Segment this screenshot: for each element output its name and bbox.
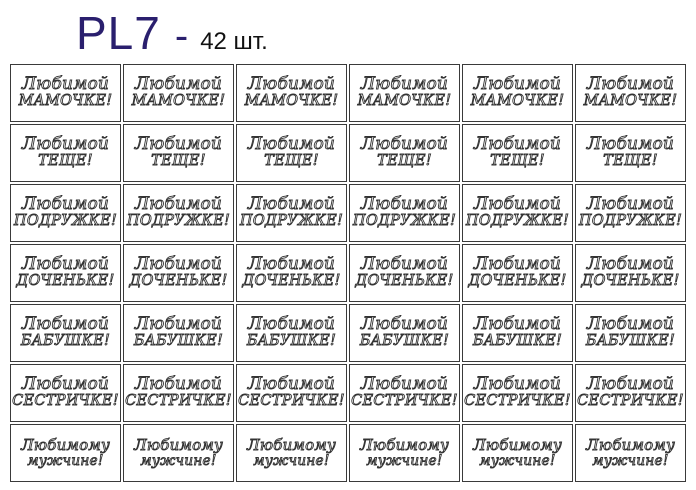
sticker xyxy=(575,304,686,362)
sticker-line1: Любимому xyxy=(21,436,110,455)
sticker xyxy=(575,64,686,122)
sticker xyxy=(236,304,347,362)
sticker-line1: Любимой xyxy=(360,194,449,215)
sticker-line2: мужчине! xyxy=(479,452,556,469)
sticker-line1: Любимой xyxy=(473,374,562,395)
sticker-line1: Любимой xyxy=(247,374,336,395)
sticker-line2: ПОДРУЖКЕ! xyxy=(465,213,570,230)
sticker-line2: ПОДРУЖКЕ! xyxy=(13,213,118,230)
sticker-line1: Любимой xyxy=(360,74,449,95)
sticker xyxy=(349,184,460,242)
sticker xyxy=(236,124,347,182)
sticker-line2: ТЕЩЕ! xyxy=(264,153,319,170)
sticker xyxy=(10,124,121,182)
sticker-line1: Любимому xyxy=(586,436,675,455)
sticker-grid xyxy=(10,64,686,482)
sticker-line1: Любимому xyxy=(134,436,223,455)
sticker-line1: Любимой xyxy=(21,374,110,395)
sticker-line2: ПОДРУЖКЕ! xyxy=(352,213,457,230)
sticker xyxy=(236,424,347,482)
sticker xyxy=(349,304,460,362)
sticker-line2: мужчине! xyxy=(592,452,669,469)
sticker xyxy=(575,424,686,482)
sticker-line2: СЕСТРИЧКЕ! xyxy=(464,393,571,410)
sticker-line1: Любимой xyxy=(247,194,336,215)
sticker-line1: Любимой xyxy=(134,194,223,215)
sticker xyxy=(10,244,121,302)
sticker-line2: МАМОЧКЕ! xyxy=(470,93,565,110)
sticker-line2: мужчине! xyxy=(366,452,443,469)
sticker xyxy=(462,64,573,122)
sticker-line2: МАМОЧКЕ! xyxy=(357,93,452,110)
sticker-line2: БАБУШКЕ! xyxy=(20,333,111,350)
header-separator: - xyxy=(174,14,189,58)
sticker xyxy=(462,424,573,482)
sticker-line1: Любимой xyxy=(247,74,336,95)
sticker-line2: СЕСТРИЧКЕ! xyxy=(12,393,119,410)
sticker-line2: ДОЧЕНЬКЕ! xyxy=(355,273,454,290)
sticker-line1: Любимой xyxy=(247,134,336,155)
sticker-line2: ПОДРУЖКЕ! xyxy=(126,213,231,230)
sticker-line1: Любимой xyxy=(134,374,223,395)
sticker xyxy=(123,364,234,422)
sticker-line1: Любимой xyxy=(134,134,223,155)
sticker xyxy=(462,304,573,362)
sticker xyxy=(10,364,121,422)
sticker xyxy=(349,244,460,302)
sticker-line1: Любимой xyxy=(21,254,110,275)
sticker-line1: Любимой xyxy=(134,74,223,95)
sticker xyxy=(123,64,234,122)
sticker-line2: ДОЧЕНЬКЕ! xyxy=(129,273,228,290)
sticker-line1: Любимой xyxy=(586,134,675,155)
sticker-line1: Любимой xyxy=(247,254,336,275)
sticker-line2: СЕСТРИЧКЕ! xyxy=(351,393,458,410)
sticker xyxy=(349,124,460,182)
sticker-line1: Любимой xyxy=(473,254,562,275)
sticker xyxy=(575,244,686,302)
sticker-line2: СЕСТРИЧКЕ! xyxy=(238,393,345,410)
sticker-line1: Любимой xyxy=(134,314,223,335)
sticker xyxy=(349,424,460,482)
sticker xyxy=(123,244,234,302)
sticker-line1: Любимой xyxy=(360,374,449,395)
sticker-line1: Любимому xyxy=(473,436,562,455)
sticker xyxy=(123,304,234,362)
sticker-line1: Любимой xyxy=(473,74,562,95)
sticker-line1: Любимой xyxy=(21,134,110,155)
sticker-line1: Любимой xyxy=(586,74,675,95)
sticker-line2: БАБУШКЕ! xyxy=(472,333,563,350)
sticker-line1: Любимому xyxy=(360,436,449,455)
sticker-line2: МАМОЧКЕ! xyxy=(131,93,226,110)
sticker xyxy=(575,364,686,422)
sticker-line2: СЕСТРИЧКЕ! xyxy=(577,393,684,410)
sticker-line1: Любимой xyxy=(21,74,110,95)
sticker-line1: Любимой xyxy=(134,254,223,275)
sticker xyxy=(349,364,460,422)
sticker-line2: ДОЧЕНЬКЕ! xyxy=(242,273,341,290)
sticker-line2: МАМОЧКЕ! xyxy=(18,93,113,110)
sticker-line2: ПОДРУЖКЕ! xyxy=(578,213,683,230)
sticker-line1: Любимой xyxy=(21,194,110,215)
sticker-line1: Любимой xyxy=(586,254,675,275)
sticker-line2: ДОЧЕНЬКЕ! xyxy=(468,273,567,290)
sticker-count: 42 шт. xyxy=(200,28,268,55)
sticker xyxy=(349,64,460,122)
sticker-line1: Любимой xyxy=(247,314,336,335)
sticker-line2: мужчине! xyxy=(27,452,104,469)
sticker-line1: Любимой xyxy=(360,254,449,275)
sticker-line1: Любимой xyxy=(473,314,562,335)
sticker-line2: ТЕЩЕ! xyxy=(377,153,432,170)
sticker xyxy=(123,124,234,182)
sticker xyxy=(462,184,573,242)
sticker xyxy=(236,244,347,302)
sticker-line2: ТЕЩЕ! xyxy=(603,153,658,170)
sticker xyxy=(123,424,234,482)
sticker-line2: ДОЧЕНЬКЕ! xyxy=(16,273,115,290)
sticker-line2: мужчине! xyxy=(140,452,217,469)
sticker-line2: МАМОЧКЕ! xyxy=(583,93,678,110)
sticker xyxy=(10,64,121,122)
sticker-line2: МАМОЧКЕ! xyxy=(244,93,339,110)
sticker-line2: ТЕЩЕ! xyxy=(151,153,206,170)
sticker-line2: БАБУШКЕ! xyxy=(133,333,224,350)
sticker xyxy=(236,184,347,242)
sticker-line1: Любимой xyxy=(21,314,110,335)
sticker xyxy=(462,124,573,182)
sticker xyxy=(462,244,573,302)
sticker-line2: СЕСТРИЧКЕ! xyxy=(125,393,232,410)
sticker-line1: Любимой xyxy=(586,194,675,215)
sticker-line1: Любимой xyxy=(586,374,675,395)
sticker-line2: ТЕЩЕ! xyxy=(490,153,545,170)
sticker-line2: БАБУШКЕ! xyxy=(359,333,450,350)
sticker xyxy=(462,364,573,422)
sticker xyxy=(10,184,121,242)
sticker xyxy=(236,64,347,122)
product-code: PL7 xyxy=(76,7,161,59)
sticker-line1: Любимой xyxy=(473,134,562,155)
sticker xyxy=(10,304,121,362)
sticker-line2: ДОЧЕНЬКЕ! xyxy=(581,273,680,290)
sticker xyxy=(236,364,347,422)
sticker-line2: БАБУШКЕ! xyxy=(246,333,337,350)
sticker-line2: ТЕЩЕ! xyxy=(38,153,93,170)
sticker-line2: БАБУШКЕ! xyxy=(585,333,676,350)
sticker xyxy=(575,184,686,242)
sticker xyxy=(123,184,234,242)
sticker-line2: мужчине! xyxy=(253,452,330,469)
sheet-header xyxy=(76,6,268,60)
sticker-line1: Любимому xyxy=(247,436,336,455)
sticker-line1: Любимой xyxy=(360,314,449,335)
sticker-line1: Любимой xyxy=(360,134,449,155)
sticker xyxy=(575,124,686,182)
sticker-line1: Любимой xyxy=(473,194,562,215)
sticker-line1: Любимой xyxy=(586,314,675,335)
sticker xyxy=(10,424,121,482)
sticker-line2: ПОДРУЖКЕ! xyxy=(239,213,344,230)
